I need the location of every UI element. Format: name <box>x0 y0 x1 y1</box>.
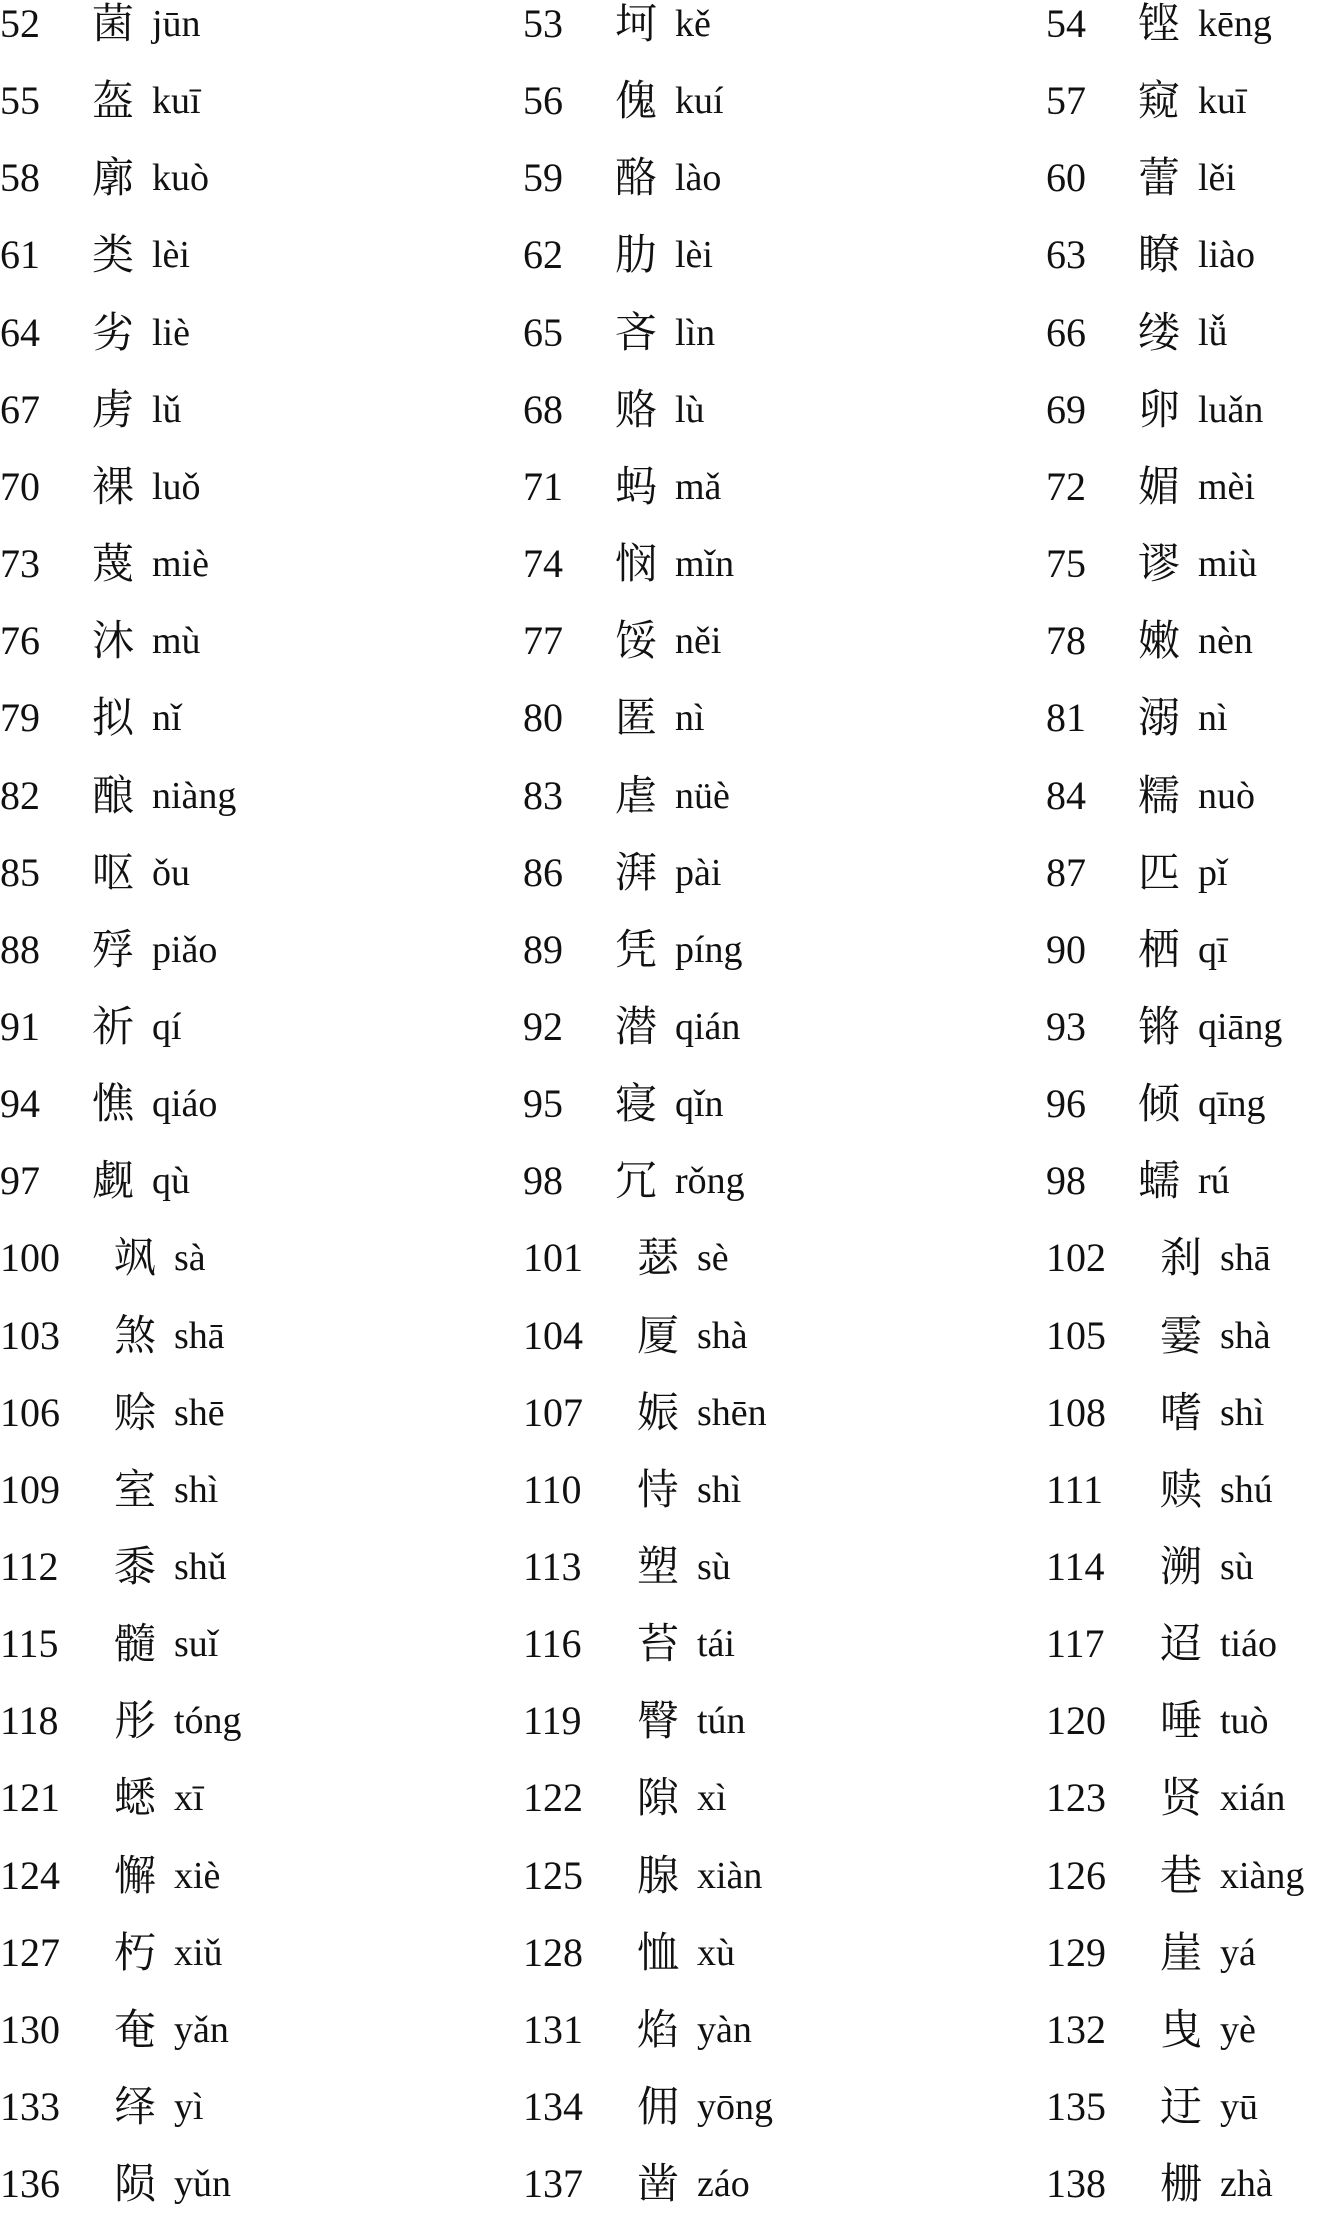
item-number: 93 <box>1046 1003 1086 1049</box>
item-character: 苔 <box>637 1619 680 1669</box>
item-pinyin: kuī <box>1198 80 1247 123</box>
item-pinyin: zhà <box>1220 2163 1273 2206</box>
item-number: 110 <box>523 1466 582 1512</box>
item-character: 糯 <box>1138 770 1181 820</box>
item-number: 79 <box>0 695 40 741</box>
item-character: 恤 <box>637 1927 680 1977</box>
item-pinyin: nüè <box>675 774 730 817</box>
item-pinyin: pài <box>675 851 722 894</box>
item-character: 虏 <box>92 384 135 434</box>
item-number: 138 <box>1046 2161 1106 2207</box>
item-number: 121 <box>0 1775 60 1821</box>
item-character: 迢 <box>1160 1619 1203 1669</box>
item-character: 蚂 <box>615 461 658 511</box>
item-pinyin: yè <box>1220 2008 1256 2051</box>
item-character: 赊 <box>114 1387 157 1437</box>
item-character: 窥 <box>1138 76 1181 126</box>
item-number: 59 <box>523 155 563 201</box>
item-pinyin: shì <box>1220 1391 1265 1434</box>
item-number: 66 <box>1046 309 1086 355</box>
item-pinyin: tuò <box>1220 1700 1269 1743</box>
item-pinyin: xiǔ <box>174 1931 223 1974</box>
item-pinyin: lǚ <box>1198 311 1228 354</box>
item-number: 97 <box>0 1158 40 1204</box>
item-pinyin: mǐn <box>675 543 735 586</box>
item-pinyin: yǎn <box>174 2008 229 2051</box>
item-pinyin: liào <box>1198 234 1255 277</box>
item-pinyin: xiè <box>174 1854 221 1897</box>
item-pinyin: jūn <box>152 3 201 45</box>
item-number: 106 <box>0 1389 60 1435</box>
item-number: 90 <box>1046 926 1086 972</box>
item-character: 吝 <box>615 307 658 357</box>
item-pinyin: kuī <box>152 80 201 123</box>
item-pinyin: suǐ <box>174 1623 219 1666</box>
item-number: 96 <box>1046 1081 1086 1127</box>
item-character: 懈 <box>114 1850 157 1900</box>
item-character: 陨 <box>114 2159 157 2209</box>
item-character: 崖 <box>1160 1927 1203 1977</box>
item-number: 62 <box>523 232 563 278</box>
item-number: 65 <box>523 309 563 355</box>
item-pinyin: mèi <box>1198 465 1255 508</box>
item-number: 56 <box>523 78 563 124</box>
item-number: 120 <box>1046 1698 1106 1744</box>
item-character: 奄 <box>114 2004 157 2054</box>
item-pinyin: liè <box>152 311 190 354</box>
item-character: 蔑 <box>92 539 135 589</box>
item-number: 92 <box>523 1003 563 1049</box>
item-character: 虐 <box>615 770 658 820</box>
item-number: 89 <box>523 926 563 972</box>
item-character: 瞭 <box>1138 230 1181 280</box>
item-pinyin: qí <box>152 1005 182 1048</box>
item-character: 菌 <box>92 0 135 48</box>
item-number: 60 <box>1046 155 1086 201</box>
item-number: 61 <box>0 232 40 278</box>
item-pinyin: yū <box>1220 2086 1258 2129</box>
item-number: 95 <box>523 1081 563 1127</box>
item-number: 73 <box>0 541 40 587</box>
item-character: 迂 <box>1160 2082 1203 2132</box>
item-pinyin: něi <box>675 620 722 663</box>
item-character: 蟋 <box>114 1773 157 1823</box>
item-pinyin: lèi <box>152 234 190 277</box>
item-pinyin: kě <box>675 3 711 45</box>
item-pinyin: píng <box>675 928 743 971</box>
item-character: 匿 <box>615 693 658 743</box>
item-number: 75 <box>1046 541 1086 587</box>
item-pinyin: luǎn <box>1198 388 1264 431</box>
item-character: 肋 <box>615 230 658 280</box>
item-number: 69 <box>1046 386 1086 432</box>
item-character: 谬 <box>1138 539 1181 589</box>
item-number: 52 <box>0 1 40 46</box>
item-pinyin: mù <box>152 620 201 663</box>
item-pinyin: lìn <box>675 311 716 354</box>
item-number: 77 <box>523 618 563 664</box>
item-pinyin: yàn <box>697 2008 752 2051</box>
item-pinyin: xián <box>1220 1777 1286 1820</box>
item-character: 焰 <box>637 2004 680 2054</box>
item-number: 91 <box>0 1003 40 1049</box>
item-pinyin: yì <box>174 2086 204 2129</box>
item-pinyin: sà <box>174 1237 206 1280</box>
item-character: 栖 <box>1138 924 1181 974</box>
item-number: 118 <box>0 1698 59 1744</box>
item-character: 黍 <box>114 1542 157 1591</box>
item-pinyin: shà <box>1220 1314 1271 1357</box>
item-number: 63 <box>1046 232 1086 278</box>
item-pinyin: xī <box>174 1777 204 1820</box>
item-number: 129 <box>1046 1929 1106 1975</box>
item-pinyin: sù <box>1220 1546 1254 1588</box>
item-number: 98 <box>1046 1158 1086 1204</box>
item-character: 佣 <box>637 2082 680 2132</box>
item-character: 媚 <box>1138 461 1181 511</box>
item-character: 朽 <box>114 1927 157 1977</box>
item-character: 恃 <box>637 1464 680 1514</box>
item-pinyin: sè <box>697 1237 729 1280</box>
item-number: 72 <box>1046 463 1086 509</box>
item-pinyin: tún <box>697 1700 746 1743</box>
item-number: 116 <box>523 1621 582 1667</box>
item-number: 117 <box>1046 1621 1105 1667</box>
item-character: 塑 <box>637 1542 680 1591</box>
item-number: 54 <box>1046 1 1086 46</box>
item-character: 霎 <box>1160 1310 1203 1360</box>
item-number: 127 <box>0 1929 60 1975</box>
item-pinyin: tiáo <box>1220 1623 1277 1666</box>
item-pinyin: shì <box>697 1468 742 1511</box>
item-number: 125 <box>523 1852 583 1898</box>
item-character: 栅 <box>1160 2159 1203 2209</box>
item-pinyin: shēn <box>697 1391 767 1434</box>
item-number: 78 <box>1046 618 1086 664</box>
item-character: 拟 <box>92 693 135 743</box>
item-number: 86 <box>523 849 563 895</box>
item-character: 凿 <box>637 2159 680 2209</box>
item-character: 酪 <box>615 153 658 203</box>
item-number: 87 <box>1046 849 1086 895</box>
item-character: 卵 <box>1138 384 1181 434</box>
item-character: 绎 <box>114 2082 157 2132</box>
item-pinyin: xiàn <box>697 1854 763 1897</box>
item-character: 蕾 <box>1138 153 1181 203</box>
item-character: 廓 <box>92 153 135 203</box>
item-pinyin: qù <box>152 1160 190 1203</box>
item-pinyin: miù <box>1198 543 1258 586</box>
item-character: 厦 <box>637 1310 680 1360</box>
item-pinyin: kuò <box>152 157 209 200</box>
item-pinyin: lù <box>675 388 705 431</box>
item-pinyin: luǒ <box>152 465 201 508</box>
item-pinyin: qiāng <box>1198 1005 1283 1048</box>
item-character: 呕 <box>92 847 135 897</box>
item-character: 曳 <box>1160 2004 1203 2054</box>
item-character: 瑟 <box>637 1233 680 1283</box>
item-number: 112 <box>0 1544 59 1589</box>
item-character: 铿 <box>1138 0 1181 48</box>
item-pinyin: nì <box>675 697 705 740</box>
item-pinyin: shā <box>1220 1237 1271 1280</box>
item-character: 娠 <box>637 1387 680 1437</box>
item-character: 飒 <box>114 1233 157 1283</box>
item-number: 128 <box>523 1929 583 1975</box>
item-character: 殍 <box>92 924 135 974</box>
item-character: 髓 <box>114 1619 157 1669</box>
item-pinyin: shē <box>174 1391 225 1434</box>
item-pinyin: miè <box>152 543 209 586</box>
item-character: 馁 <box>615 616 658 666</box>
item-character: 贤 <box>1160 1773 1203 1823</box>
item-number: 74 <box>523 541 563 587</box>
item-number: 104 <box>523 1312 583 1358</box>
item-number: 70 <box>0 463 40 509</box>
item-pinyin: lèi <box>675 234 713 277</box>
item-pinyin: pǐ <box>1198 851 1228 894</box>
item-number: 109 <box>0 1466 60 1512</box>
item-pinyin: xiàng <box>1220 1854 1305 1897</box>
item-pinyin: shì <box>174 1468 219 1511</box>
item-character: 匹 <box>1138 847 1181 897</box>
item-character: 嫩 <box>1138 616 1181 666</box>
item-pinyin: niàng <box>152 774 237 817</box>
item-number: 137 <box>523 2161 583 2207</box>
item-number: 81 <box>1046 695 1086 741</box>
item-pinyin: qián <box>675 1005 741 1048</box>
item-character: 巷 <box>1160 1850 1203 1900</box>
item-character: 湃 <box>615 847 658 897</box>
item-character: 溯 <box>1160 1542 1203 1591</box>
item-number: 113 <box>523 1544 582 1589</box>
item-character: 倾 <box>1138 1079 1181 1129</box>
item-pinyin: qīng <box>1198 1083 1266 1126</box>
item-character: 劣 <box>92 307 135 357</box>
item-pinyin: ǒu <box>152 851 190 894</box>
item-character: 潜 <box>615 1001 658 1051</box>
item-character: 凭 <box>615 924 658 974</box>
item-pinyin: záo <box>697 2163 750 2206</box>
item-character: 室 <box>114 1464 157 1514</box>
item-number: 102 <box>1046 1235 1106 1281</box>
item-pinyin: nuò <box>1198 774 1255 817</box>
item-number: 131 <box>523 2006 583 2052</box>
item-number: 82 <box>0 772 40 818</box>
item-pinyin: shǔ <box>174 1546 227 1588</box>
item-number: 123 <box>1046 1775 1106 1821</box>
item-pinyin: xì <box>697 1777 727 1820</box>
item-pinyin: yǔn <box>174 2163 231 2206</box>
item-character: 悯 <box>615 539 658 589</box>
item-pinyin: sù <box>697 1546 731 1588</box>
item-number: 119 <box>523 1698 582 1744</box>
item-number: 64 <box>0 309 40 355</box>
item-pinyin: tóng <box>174 1700 242 1743</box>
item-number: 107 <box>523 1389 583 1435</box>
item-number: 84 <box>1046 772 1086 818</box>
item-pinyin: yá <box>1220 1931 1256 1974</box>
item-pinyin: shā <box>174 1314 225 1357</box>
item-character: 坷 <box>615 0 658 48</box>
item-number: 100 <box>0 1235 60 1281</box>
item-number: 71 <box>523 463 563 509</box>
item-number: 94 <box>0 1081 40 1127</box>
item-character: 冗 <box>615 1156 658 1206</box>
item-character: 刹 <box>1160 1233 1203 1283</box>
item-number: 68 <box>523 386 563 432</box>
item-number: 55 <box>0 78 40 124</box>
item-character: 唾 <box>1160 1696 1203 1746</box>
item-number: 80 <box>523 695 563 741</box>
item-pinyin: kēng <box>1198 3 1272 45</box>
item-number: 85 <box>0 849 40 895</box>
item-pinyin: lào <box>675 157 722 200</box>
item-character: 盔 <box>92 76 135 126</box>
item-pinyin: mǎ <box>675 465 722 508</box>
item-number: 101 <box>523 1235 583 1281</box>
item-number: 105 <box>1046 1312 1106 1358</box>
item-pinyin: rú <box>1198 1160 1230 1203</box>
item-pinyin: qǐn <box>675 1083 724 1126</box>
item-character: 彤 <box>114 1696 157 1746</box>
item-character: 傀 <box>615 76 658 126</box>
item-number: 98 <box>523 1158 563 1204</box>
item-pinyin: kuí <box>675 80 724 123</box>
item-pinyin: piǎo <box>152 928 218 971</box>
item-number: 124 <box>0 1852 60 1898</box>
item-character: 锵 <box>1138 1001 1181 1051</box>
item-pinyin: nì <box>1198 697 1228 740</box>
item-number: 58 <box>0 155 40 201</box>
item-pinyin: shú <box>1220 1468 1273 1511</box>
item-character: 酿 <box>92 770 135 820</box>
item-character: 赎 <box>1160 1464 1203 1514</box>
item-character: 赂 <box>615 384 658 434</box>
item-pinyin: nèn <box>1198 620 1253 663</box>
item-character: 嗜 <box>1160 1387 1203 1437</box>
item-number: 53 <box>523 1 563 46</box>
item-character: 类 <box>92 230 135 280</box>
item-number: 67 <box>0 386 40 432</box>
item-character: 寝 <box>615 1079 658 1129</box>
item-pinyin: xù <box>697 1931 735 1974</box>
item-character: 沐 <box>92 616 135 666</box>
item-character: 裸 <box>92 461 135 511</box>
item-pinyin: lěi <box>1198 157 1236 200</box>
item-pinyin: rǒng <box>675 1160 745 1203</box>
item-number: 111 <box>1046 1466 1104 1512</box>
item-number: 88 <box>0 926 40 972</box>
item-number: 135 <box>1046 2084 1106 2130</box>
item-character: 憔 <box>92 1079 135 1129</box>
item-character: 觑 <box>92 1156 135 1206</box>
item-character: 臀 <box>637 1696 680 1746</box>
item-pinyin: qī <box>1198 928 1228 971</box>
item-number: 114 <box>1046 1544 1105 1589</box>
item-character: 溺 <box>1138 693 1181 743</box>
item-number: 108 <box>1046 1389 1106 1435</box>
item-pinyin: yōng <box>697 2086 773 2129</box>
item-number: 122 <box>523 1775 583 1821</box>
item-pinyin: nǐ <box>152 697 182 740</box>
item-character: 祈 <box>92 1001 135 1051</box>
item-number: 76 <box>0 618 40 664</box>
item-number: 126 <box>1046 1852 1106 1898</box>
item-number: 57 <box>1046 78 1086 124</box>
item-number: 136 <box>0 2161 60 2207</box>
item-number: 83 <box>523 772 563 818</box>
item-character: 隙 <box>637 1773 680 1823</box>
item-pinyin: qiáo <box>152 1083 218 1126</box>
item-number: 132 <box>1046 2006 1106 2052</box>
item-number: 130 <box>0 2006 60 2052</box>
item-pinyin: shà <box>697 1314 748 1357</box>
item-pinyin: lǔ <box>152 388 182 431</box>
item-character: 缕 <box>1138 307 1181 357</box>
item-number: 103 <box>0 1312 60 1358</box>
item-pinyin: tái <box>697 1623 735 1666</box>
item-character: 腺 <box>637 1850 680 1900</box>
item-character: 蠕 <box>1138 1156 1181 1206</box>
item-number: 134 <box>523 2084 583 2130</box>
item-character: 煞 <box>114 1310 157 1360</box>
item-number: 115 <box>0 1621 59 1667</box>
item-number: 133 <box>0 2084 60 2130</box>
